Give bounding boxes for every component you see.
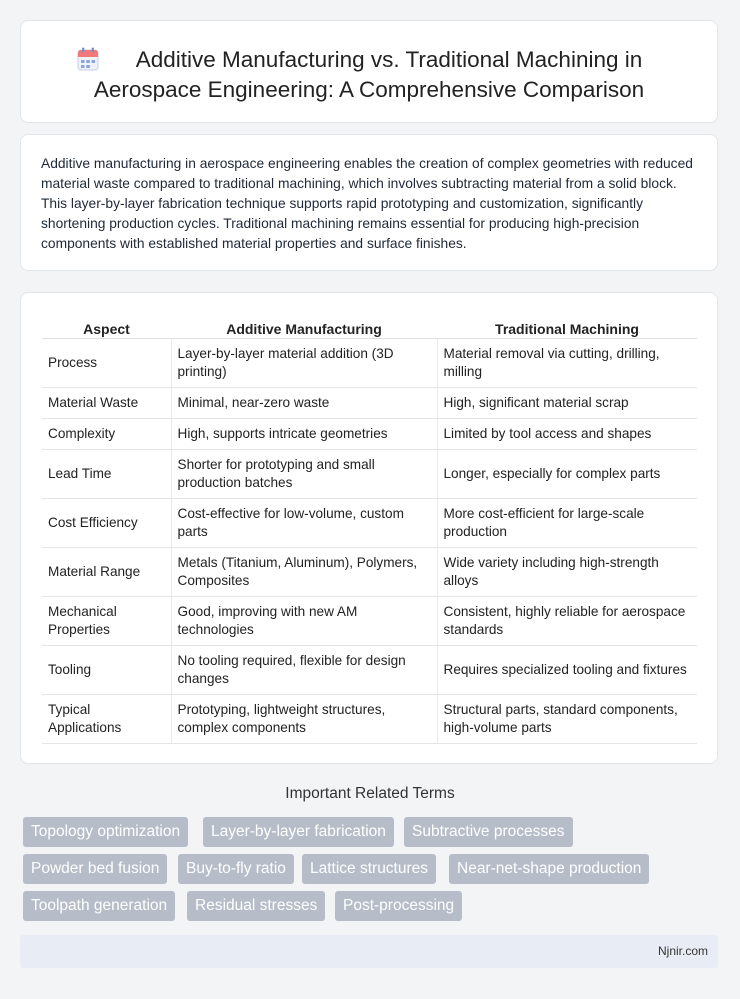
- related-term-tag[interactable]: Near-net-shape production: [449, 854, 649, 884]
- cell-aspect: Typical Applications: [42, 695, 171, 744]
- cell-aspect: Material Waste: [42, 388, 171, 419]
- cell-additive: Minimal, near-zero waste: [171, 388, 437, 419]
- intro-paragraph: Additive manufacturing in aerospace engineering enables the creation of complex geometries with reduced material waste compared to traditional machining, which involves subtracting material from a solid block. This layer-by-layer fabrication technique supports rapid prototyping and customization, significantly shortening production cycles. Traditional machining remains essential for producing high-precision components with established material properties and surface finishes.: [41, 156, 693, 251]
- cell-additive: Prototyping, lightweight structures, complex components: [171, 695, 437, 744]
- table-row: [42, 695, 697, 744]
- table-row: [42, 646, 697, 695]
- header-additive: Additive Manufacturing: [171, 316, 437, 339]
- title-card: [20, 20, 718, 123]
- related-term-tag[interactable]: Buy-to-fly ratio: [178, 854, 294, 884]
- cell-additive: High, supports intricate geometries: [171, 419, 437, 450]
- cell-additive: Cost-effective for low-volume, custom parts: [171, 499, 437, 548]
- cell-aspect: Lead Time: [42, 450, 171, 499]
- related-term-tag[interactable]: Lattice structures: [302, 854, 436, 884]
- cell-aspect: Tooling: [42, 646, 171, 695]
- related-terms-heading: Important Related Terms: [285, 785, 455, 802]
- cell-additive: Metals (Titanium, Aluminum), Polymers, Composites: [171, 548, 437, 597]
- comparison-table: [42, 316, 697, 744]
- related-term-tag[interactable]: Powder bed fusion: [23, 854, 167, 884]
- table-header-row: [42, 316, 697, 339]
- cell-traditional: Limited by tool access and shapes: [437, 419, 697, 450]
- table-row: [42, 597, 697, 646]
- comparison-card: [20, 292, 718, 764]
- header-aspect: Aspect: [42, 316, 171, 339]
- table-row: [42, 419, 697, 450]
- related-term-tag[interactable]: Residual stresses: [187, 891, 325, 921]
- cell-additive: No tooling required, flexible for design changes: [171, 646, 437, 695]
- cell-additive: Good, improving with new AM technologies: [171, 597, 437, 646]
- footer-brand[interactable]: Njnir.com: [657, 944, 708, 958]
- header-traditional: Traditional Machining: [437, 316, 697, 339]
- cell-aspect: Cost Efficiency: [42, 499, 171, 548]
- related-term-tag[interactable]: Topology optimization: [23, 817, 188, 847]
- cell-traditional: High, significant material scrap: [437, 388, 697, 419]
- table-row: [42, 388, 697, 419]
- cell-additive: Shorter for prototyping and small production batches: [171, 450, 437, 499]
- table-row: [42, 499, 697, 548]
- page-title: Additive Manufacturing vs. Traditional Machining in Aerospace Engineering: A Comprehensive Comparison: [93, 47, 645, 102]
- related-term-tag[interactable]: Post-processing: [335, 891, 462, 921]
- intro-card: [20, 134, 718, 271]
- cell-traditional: Material removal via cutting, drilling, milling: [437, 339, 697, 388]
- cell-traditional: Wide variety including high-strength alloys: [437, 548, 697, 597]
- cell-aspect: Process: [42, 339, 171, 388]
- footer-bar: [20, 935, 718, 968]
- cell-traditional: Requires specialized tooling and fixtures: [437, 646, 697, 695]
- cell-traditional: Consistent, highly reliable for aerospace standards: [437, 597, 697, 646]
- cell-aspect: Complexity: [42, 419, 171, 450]
- cell-aspect: Material Range: [42, 548, 171, 597]
- cell-traditional: Structural parts, standard components, high-volume parts: [437, 695, 697, 744]
- cell-additive: Layer-by-layer material addition (3D printing): [171, 339, 437, 388]
- table-row: [42, 339, 697, 388]
- related-term-tag[interactable]: Subtractive processes: [404, 817, 573, 847]
- table-row: [42, 450, 697, 499]
- cell-traditional: More cost-efficient for large-scale production: [437, 499, 697, 548]
- table-row: [42, 548, 697, 597]
- cell-traditional: Longer, especially for complex parts: [437, 450, 697, 499]
- cell-aspect: Mechanical Properties: [42, 597, 171, 646]
- related-term-tag[interactable]: Toolpath generation: [23, 891, 175, 921]
- related-term-tag[interactable]: Layer-by-layer fabrication: [203, 817, 394, 847]
